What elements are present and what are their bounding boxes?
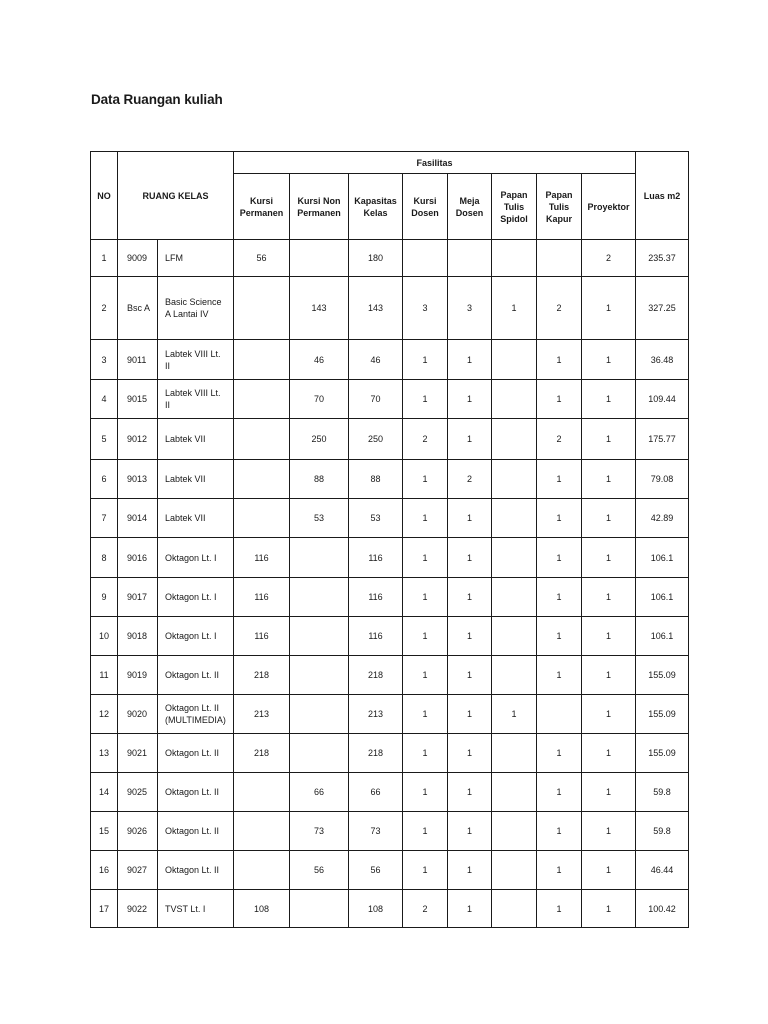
cell-papan-tulis-kapur: 1 (537, 851, 582, 890)
cell-kapasitas-kelas: 46 (349, 340, 403, 380)
cell-name: Oktagon Lt. II (158, 812, 234, 851)
cell-kursi-permanen: 116 (234, 617, 290, 656)
cell-kapasitas-kelas: 53 (349, 499, 403, 538)
cell-code: 9018 (118, 617, 158, 656)
cell-kursi-permanen (234, 340, 290, 380)
table-row (91, 380, 689, 419)
header-kursi-non-permanen: Kursi Non Permanen (290, 174, 349, 240)
cell-kursi-permanen: 56 (234, 240, 290, 277)
cell-no: 11 (91, 656, 118, 695)
cell-name: Labtek VIII Lt. II (158, 340, 234, 380)
cell-luas: 109.44 (636, 380, 689, 419)
cell-kursi-dosen: 1 (403, 812, 448, 851)
cell-meja-dosen: 1 (448, 617, 492, 656)
table-row (91, 419, 689, 460)
cell-luas: 106.1 (636, 578, 689, 617)
cell-no: 2 (91, 277, 118, 340)
cell-kursi-permanen: 108 (234, 890, 290, 928)
cell-kapasitas-kelas: 116 (349, 617, 403, 656)
table-row (91, 890, 689, 928)
cell-kursi-non-permanen (290, 538, 349, 578)
cell-proyektor: 1 (582, 340, 636, 380)
cell-kursi-permanen: 213 (234, 695, 290, 734)
cell-papan-tulis-spidol (492, 773, 537, 812)
cell-papan-tulis-kapur: 1 (537, 460, 582, 499)
cell-kursi-non-permanen (290, 734, 349, 773)
cell-name: Labtek VII (158, 460, 234, 499)
cell-papan-tulis-kapur: 1 (537, 617, 582, 656)
cell-meja-dosen: 1 (448, 851, 492, 890)
cell-luas: 42.89 (636, 499, 689, 538)
cell-no: 10 (91, 617, 118, 656)
cell-luas: 100.42 (636, 890, 689, 928)
cell-code: 9020 (118, 695, 158, 734)
cell-kapasitas-kelas: 218 (349, 734, 403, 773)
cell-no: 13 (91, 734, 118, 773)
cell-code: 9025 (118, 773, 158, 812)
cell-kursi-dosen: 1 (403, 617, 448, 656)
cell-name: Oktagon Lt. II (158, 734, 234, 773)
cell-name: Oktagon Lt. I (158, 617, 234, 656)
table-row (91, 538, 689, 578)
cell-no: 1 (91, 240, 118, 277)
cell-kursi-permanen (234, 773, 290, 812)
rooms-table-body (91, 240, 689, 928)
cell-proyektor: 2 (582, 240, 636, 277)
cell-papan-tulis-kapur: 1 (537, 734, 582, 773)
cell-papan-tulis-kapur (537, 240, 582, 277)
cell-name: TVST Lt. I (158, 890, 234, 928)
cell-papan-tulis-spidol (492, 240, 537, 277)
cell-kursi-dosen: 1 (403, 499, 448, 538)
cell-papan-tulis-spidol (492, 340, 537, 380)
cell-papan-tulis-spidol (492, 890, 537, 928)
cell-kursi-non-permanen (290, 656, 349, 695)
cell-code: 9009 (118, 240, 158, 277)
cell-papan-tulis-kapur: 1 (537, 340, 582, 380)
cell-luas: 155.09 (636, 656, 689, 695)
cell-kapasitas-kelas: 70 (349, 380, 403, 419)
table-row (91, 773, 689, 812)
cell-name: Oktagon Lt. II (158, 851, 234, 890)
cell-code: 9015 (118, 380, 158, 419)
cell-code: 9019 (118, 656, 158, 695)
cell-no: 6 (91, 460, 118, 499)
cell-luas: 59.8 (636, 812, 689, 851)
cell-name: Oktagon Lt. I (158, 538, 234, 578)
cell-papan-tulis-spidol (492, 734, 537, 773)
cell-luas: 106.1 (636, 538, 689, 578)
cell-meja-dosen: 1 (448, 340, 492, 380)
cell-kursi-dosen: 1 (403, 695, 448, 734)
cell-kursi-non-permanen: 70 (290, 380, 349, 419)
header-no: NO (91, 152, 118, 240)
cell-kapasitas-kelas: 73 (349, 812, 403, 851)
cell-no: 9 (91, 578, 118, 617)
cell-meja-dosen: 1 (448, 890, 492, 928)
cell-luas: 327.25 (636, 277, 689, 340)
cell-kursi-dosen: 1 (403, 773, 448, 812)
cell-code: 9016 (118, 538, 158, 578)
cell-proyektor: 1 (582, 890, 636, 928)
cell-kursi-dosen: 1 (403, 380, 448, 419)
header-kursi-permanen: Kursi Permanen (234, 174, 290, 240)
cell-kursi-permanen: 116 (234, 538, 290, 578)
cell-kursi-non-permanen: 250 (290, 419, 349, 460)
cell-kursi-non-permanen: 46 (290, 340, 349, 380)
table-row (91, 340, 689, 380)
cell-meja-dosen: 1 (448, 538, 492, 578)
cell-proyektor: 1 (582, 812, 636, 851)
cell-papan-tulis-spidol (492, 578, 537, 617)
cell-no: 3 (91, 340, 118, 380)
cell-papan-tulis-spidol (492, 419, 537, 460)
table-row (91, 734, 689, 773)
cell-proyektor: 1 (582, 695, 636, 734)
cell-papan-tulis-spidol (492, 617, 537, 656)
cell-kursi-non-permanen: 66 (290, 773, 349, 812)
cell-papan-tulis-kapur: 1 (537, 538, 582, 578)
cell-code: 9022 (118, 890, 158, 928)
cell-proyektor: 1 (582, 538, 636, 578)
table-row (91, 277, 689, 340)
cell-papan-tulis-kapur: 1 (537, 812, 582, 851)
cell-proyektor: 1 (582, 617, 636, 656)
cell-kursi-dosen: 1 (403, 340, 448, 380)
cell-name: Labtek VII (158, 499, 234, 538)
cell-no: 16 (91, 851, 118, 890)
cell-kursi-non-permanen: 88 (290, 460, 349, 499)
cell-luas: 59.8 (636, 773, 689, 812)
cell-papan-tulis-spidol (492, 380, 537, 419)
cell-luas: 155.09 (636, 695, 689, 734)
cell-kursi-non-permanen: 53 (290, 499, 349, 538)
rooms-table (90, 151, 689, 928)
cell-name: Oktagon Lt. II (158, 656, 234, 695)
cell-luas: 46.44 (636, 851, 689, 890)
cell-kursi-non-permanen (290, 240, 349, 277)
cell-name: Labtek VII (158, 419, 234, 460)
cell-papan-tulis-kapur: 1 (537, 380, 582, 419)
cell-kapasitas-kelas: 108 (349, 890, 403, 928)
cell-kursi-dosen: 1 (403, 851, 448, 890)
cell-no: 14 (91, 773, 118, 812)
cell-meja-dosen: 1 (448, 419, 492, 460)
cell-meja-dosen: 1 (448, 380, 492, 419)
cell-code: Bsc A (118, 277, 158, 340)
cell-kapasitas-kelas: 66 (349, 773, 403, 812)
cell-kursi-dosen: 1 (403, 734, 448, 773)
cell-proyektor: 1 (582, 773, 636, 812)
cell-luas: 175.77 (636, 419, 689, 460)
header-kapasitas-kelas: Kapasitas Kelas (349, 174, 403, 240)
cell-meja-dosen: 1 (448, 656, 492, 695)
table-row (91, 578, 689, 617)
cell-papan-tulis-spidol (492, 851, 537, 890)
cell-papan-tulis-kapur: 1 (537, 773, 582, 812)
cell-name: LFM (158, 240, 234, 277)
cell-kursi-non-permanen (290, 890, 349, 928)
cell-papan-tulis-kapur: 2 (537, 419, 582, 460)
cell-kursi-permanen (234, 277, 290, 340)
cell-no: 8 (91, 538, 118, 578)
cell-kursi-dosen: 1 (403, 460, 448, 499)
cell-luas: 36.48 (636, 340, 689, 380)
cell-kursi-permanen (234, 380, 290, 419)
cell-no: 12 (91, 695, 118, 734)
cell-papan-tulis-kapur: 1 (537, 499, 582, 538)
cell-meja-dosen: 1 (448, 773, 492, 812)
cell-kursi-permanen (234, 851, 290, 890)
cell-kursi-dosen (403, 240, 448, 277)
header-meja-dosen: Meja Dosen (448, 174, 492, 240)
cell-papan-tulis-spidol: 1 (492, 695, 537, 734)
cell-luas: 79.08 (636, 460, 689, 499)
cell-meja-dosen: 1 (448, 578, 492, 617)
cell-code: 9012 (118, 419, 158, 460)
cell-kapasitas-kelas: 116 (349, 538, 403, 578)
cell-name: Labtek VIII Lt. II (158, 380, 234, 419)
table-row (91, 460, 689, 499)
cell-luas: 235.37 (636, 240, 689, 277)
cell-kursi-dosen: 2 (403, 419, 448, 460)
page-title: Data Ruangan kuliah (91, 92, 223, 107)
cell-proyektor: 1 (582, 851, 636, 890)
cell-code: 9011 (118, 340, 158, 380)
cell-kursi-permanen: 116 (234, 578, 290, 617)
cell-papan-tulis-spidol (492, 812, 537, 851)
cell-papan-tulis-kapur: 1 (537, 890, 582, 928)
cell-kapasitas-kelas: 180 (349, 240, 403, 277)
cell-code: 9013 (118, 460, 158, 499)
header-row-top (91, 152, 689, 174)
cell-luas: 106.1 (636, 617, 689, 656)
cell-code: 9014 (118, 499, 158, 538)
cell-kursi-permanen (234, 419, 290, 460)
table-row (91, 851, 689, 890)
cell-meja-dosen (448, 240, 492, 277)
cell-kursi-dosen: 1 (403, 538, 448, 578)
cell-kursi-permanen (234, 812, 290, 851)
table-row (91, 617, 689, 656)
cell-no: 4 (91, 380, 118, 419)
cell-proyektor: 1 (582, 460, 636, 499)
cell-kursi-dosen: 1 (403, 578, 448, 617)
cell-no: 17 (91, 890, 118, 928)
cell-kapasitas-kelas: 88 (349, 460, 403, 499)
cell-kapasitas-kelas: 213 (349, 695, 403, 734)
cell-proyektor: 1 (582, 419, 636, 460)
cell-proyektor: 1 (582, 277, 636, 340)
cell-kursi-non-permanen: 143 (290, 277, 349, 340)
cell-papan-tulis-kapur (537, 695, 582, 734)
cell-meja-dosen: 1 (448, 812, 492, 851)
cell-kapasitas-kelas: 250 (349, 419, 403, 460)
cell-kursi-permanen: 218 (234, 734, 290, 773)
cell-luas: 155.09 (636, 734, 689, 773)
cell-kursi-non-permanen (290, 617, 349, 656)
cell-code: 9026 (118, 812, 158, 851)
table-row (91, 240, 689, 277)
cell-meja-dosen: 1 (448, 499, 492, 538)
cell-name: Basic Science A Lantai IV (158, 277, 234, 340)
cell-kapasitas-kelas: 143 (349, 277, 403, 340)
cell-kursi-dosen: 3 (403, 277, 448, 340)
cell-proyektor: 1 (582, 380, 636, 419)
cell-meja-dosen: 2 (448, 460, 492, 499)
cell-kapasitas-kelas: 218 (349, 656, 403, 695)
cell-kursi-non-permanen: 56 (290, 851, 349, 890)
cell-papan-tulis-kapur: 1 (537, 578, 582, 617)
cell-code: 9021 (118, 734, 158, 773)
cell-proyektor: 1 (582, 499, 636, 538)
cell-name: Oktagon Lt. I (158, 578, 234, 617)
cell-proyektor: 1 (582, 578, 636, 617)
cell-proyektor: 1 (582, 656, 636, 695)
table-row (91, 695, 689, 734)
cell-papan-tulis-spidol: 1 (492, 277, 537, 340)
header-ruang-kelas: RUANG KELAS (118, 152, 234, 240)
header-luas: Luas m2 (636, 152, 689, 240)
cell-no: 15 (91, 812, 118, 851)
table-row (91, 812, 689, 851)
cell-kursi-permanen (234, 499, 290, 538)
cell-papan-tulis-spidol (492, 499, 537, 538)
header-fasilitas: Fasilitas (234, 152, 636, 174)
cell-proyektor: 1 (582, 734, 636, 773)
cell-kursi-non-permanen: 73 (290, 812, 349, 851)
header-papan-tulis-spidol: Papan Tulis Spidol (492, 174, 537, 240)
cell-name: Oktagon Lt. II (MULTIMEDIA) (158, 695, 234, 734)
cell-kursi-permanen (234, 460, 290, 499)
cell-papan-tulis-spidol (492, 656, 537, 695)
cell-kapasitas-kelas: 56 (349, 851, 403, 890)
cell-papan-tulis-spidol (492, 538, 537, 578)
cell-papan-tulis-kapur: 2 (537, 277, 582, 340)
cell-kursi-dosen: 1 (403, 656, 448, 695)
cell-no: 5 (91, 419, 118, 460)
cell-code: 9017 (118, 578, 158, 617)
cell-kursi-non-permanen (290, 695, 349, 734)
table-row (91, 656, 689, 695)
cell-code: 9027 (118, 851, 158, 890)
cell-meja-dosen: 3 (448, 277, 492, 340)
cell-no: 7 (91, 499, 118, 538)
cell-kursi-dosen: 2 (403, 890, 448, 928)
table-row (91, 499, 689, 538)
cell-name: Oktagon Lt. II (158, 773, 234, 812)
cell-meja-dosen: 1 (448, 695, 492, 734)
header-kursi-dosen: Kursi Dosen (403, 174, 448, 240)
cell-meja-dosen: 1 (448, 734, 492, 773)
header-papan-tulis-kapur: Papan Tulis Kapur (537, 174, 582, 240)
cell-papan-tulis-spidol (492, 460, 537, 499)
cell-kursi-non-permanen (290, 578, 349, 617)
cell-kapasitas-kelas: 116 (349, 578, 403, 617)
header-proyektor: Proyektor (582, 174, 636, 240)
cell-papan-tulis-kapur: 1 (537, 656, 582, 695)
cell-kursi-permanen: 218 (234, 656, 290, 695)
